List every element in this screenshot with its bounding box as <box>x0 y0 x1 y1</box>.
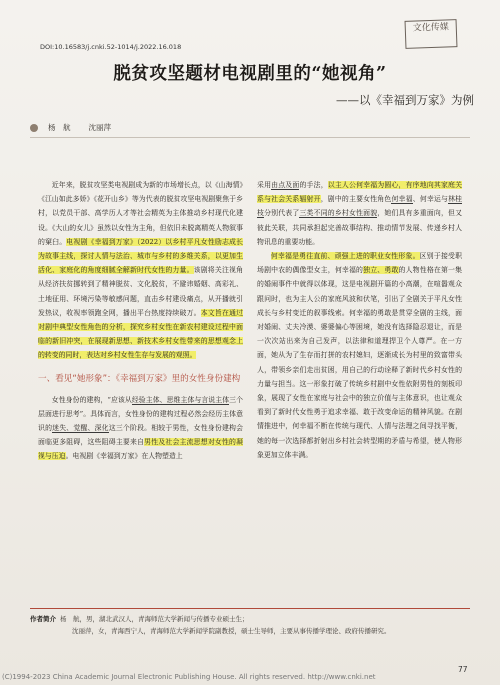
highlight: 何幸福是勇往直前、顽强上进的职业女性形象。 <box>270 252 420 261</box>
highlight: 以主人公何幸福为圆心，有序地向其家庭关系与社会关系辐射开 <box>257 181 462 204</box>
author-note-line-1: 杨 航，男，湖北武汉人，青海师范大学新闻与传播专业硕士生； <box>60 615 249 623</box>
right-column <box>257 178 462 462</box>
highlight: 男性及社会主流思想对女性的凝视与压迫 <box>38 438 243 461</box>
author-note-label: 作者简介 <box>30 615 56 623</box>
highlight: 独立、勇敢 <box>363 266 399 275</box>
underline: 何幸福 <box>391 195 413 204</box>
underline: 三类不同的乡村女性面貌 <box>299 209 378 218</box>
page-number: 77 <box>458 665 468 674</box>
paragraph: 女性身份的建构，“应该从经验主体、思维主体与言说主体三个层面进行思考”。具体而言，女性身份的建构过程必然会经历主体意识的迷失、觉醒、深化这三个阶段。相较于男性，女性身份建构会面临更多阻碍，这些阻碍主要来自男性及社会主流思想对女性的凝视与压迫。电视剧《幸福到万家》在人物塑造上 <box>38 395 243 461</box>
copyright-footer: (C)1994-2023 China Academic Journal Electronic Publishing House. All rights reserved. http://www.cnki.net <box>2 673 376 681</box>
author-1: 杨 航 <box>48 123 71 132</box>
underline: 林桂枝 <box>257 195 462 218</box>
highlight: 本文旨在通过对剧中典型女性角色的分析，探究乡村女性在新农村建设过程中面临的新旧冲突，在展现新思想、新技术乡村女性带来的思想观念上的转变的同时，表达对乡村女性生存与发展的观照。 <box>38 308 243 360</box>
author-note-line-2: 沈丽萍，女，青海西宁人，青海师范大学新闻学院副教授，硕士生导师，主要从事传播学理论、政府传播研究。 <box>72 627 391 635</box>
bullet-icon <box>30 124 38 132</box>
article-subtitle: ——以《幸福到万家》为例 <box>336 93 474 107</box>
author-2: 沈丽萍 <box>88 123 111 132</box>
section-heading: 一、看见“她形象”：《幸福到万家》里的女性身份建构 <box>38 373 241 384</box>
journal-logo: 文化传媒 <box>405 19 458 49</box>
paragraph: 何幸福是勇往直前、顽强上进的职业女性形象。区别于接受职场剧中农的偶像型女主，何幸福的独立、勇敢的人物性格在第一集的婚闹事件中就得以体现，这是电视剧开篇的小高潮，在喧嚣观众跟问时，也为主人公的家庭风波和伏笔，引出了全剧关于平凡女性成长与乡村变迁的叙事线索。何幸福的勇敢是贯穿全剧的主线，面对婚闹、丈夫冷漠、婆婆偏心等困境，她没有选择隐忍退让，而是一次次站出来为自己发声，以法律和道理捍卫个人尊严。在一方面，她从为了生存而打拼的农村媳妇，逐渐成长为村里的致富带头人，带领乡亲们走出贫困，用自己的行动诠释了新时代乡村女性的力量与担当。这一形象打破了传统乡村剧中女性依附男性的刻板印象，展现了女性在家庭与社会中的独立价值与主体意识，也让观众看到了新时代女性勇于追求幸福、敢于改变命运的精神风貌。在剧情推进中，何幸福不断在传统与现代、人情与法理之间寻找平衡，她的每一次选择都折射出乡村社会转型期的矛盾与希望，使人物形象更加立体丰满。 <box>257 252 462 459</box>
doi: DOI:10.16583/j.cnki.52-1014/j.2022.16.018 <box>40 43 182 51</box>
underline: 迷失、觉醒、深化 <box>52 424 109 433</box>
left-column <box>38 178 243 464</box>
header-divider <box>30 137 470 138</box>
paragraph: 采用由点及面的手法，以主人公何幸福为圆心，有序地向其家庭关系与社会关系辐射开，剧中的主要女性角色何幸福、何幸运与林桂枝分别代表了三类不同的乡村女性面貌，她们具有多重面向，但又彼此关联，共同承担起完善故事结构、推动情节发展、传递乡村人物讯息的重要功能。 <box>257 181 462 246</box>
underline: 经验主体、思维主体与言说主体 <box>131 395 230 404</box>
article-title: 脱贫攻坚题材电视剧里的“她视角” <box>113 64 387 84</box>
author-note <box>30 608 470 652</box>
underline: 由点及面 <box>271 181 300 189</box>
author-line <box>30 122 119 133</box>
paragraph: 近年来，脱贫攻坚类电视剧成为新的市场增长点，以《山海情》《江山如此多娇》《花开山乡》等为代表的脱贫攻坚电视剧聚焦于乡村，以党员干部、高学历人才等社会精英为主体推动乡村现代化建设。《大山的女儿》虽然以女性为主角，但依旧未脱离精英人物叙事的窠臼。电视剧《幸福到万家》（2022）以乡村平凡女性励志成长为故事主线，探讨人情与法治、城市与乡村的多维关系，以更加生活化、家庭化的角度细腻全解新时代女性的力量。该剧将关注视角从经济扶贫挪转到了精神脱贫、文化脱贫，不避讳婚姻、高彩礼、土地征用、环境污染等敏感问题，直击乡村建设痛点，从开播就引发热议，收视率领跑全网，播出平台热度持续破万。本文旨在通过对剧中典型女性角色的分析，探究乡村女性在新农村建设过程中面临的新旧冲突，在展现新思想、新技术乡村女性带来的思想观念上的转变的同时，表达对乡村女性生存与发展的观照。 <box>38 181 243 360</box>
highlight: 电视剧《幸福到万家》（2022）以乡村平凡女性励志成长为故事主线，探讨人情与法治、城市与乡村的多维关系，以更加生活化、家庭化的角度细腻全解新时代女性的力量。 <box>38 237 243 275</box>
